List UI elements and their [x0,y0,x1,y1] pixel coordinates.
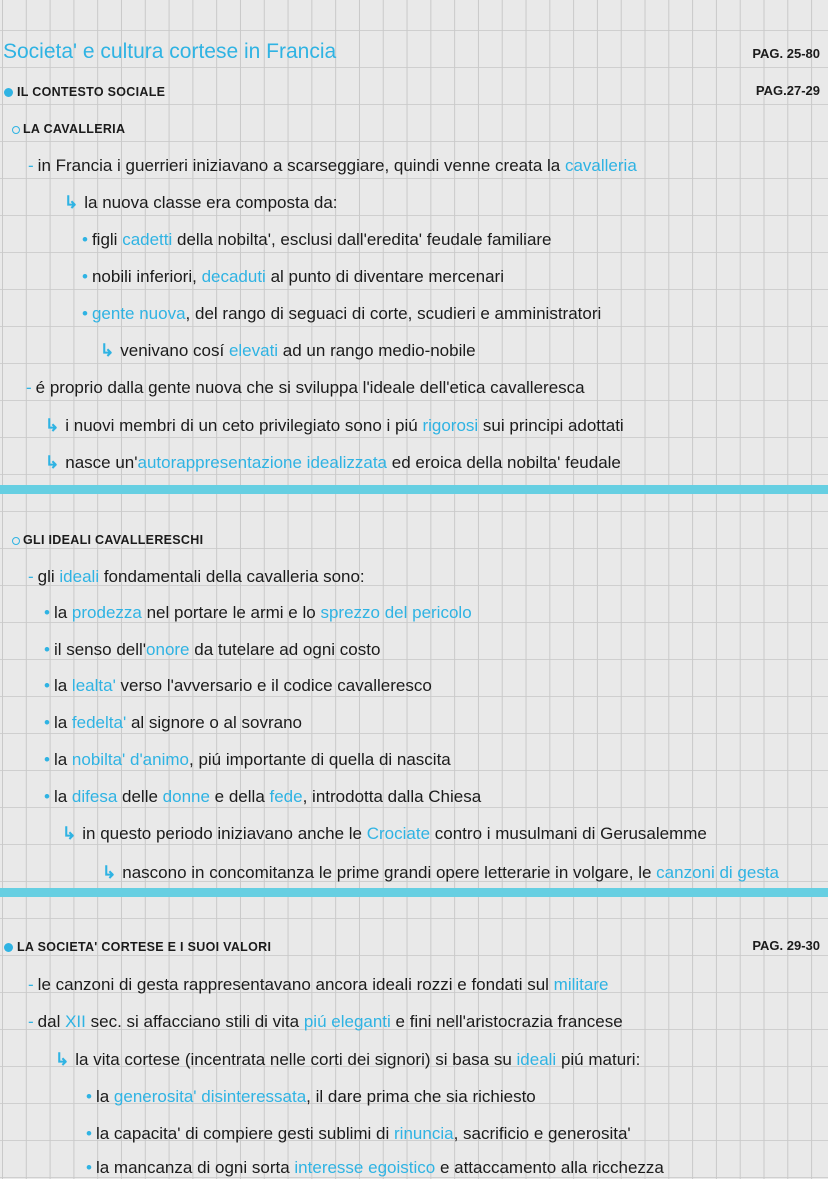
text-segment: la [53,676,72,695]
text-segment: fondamentali della cavalleria sono: [99,567,365,586]
highlighted-text: militare [553,975,609,994]
bullet-dot-icon: • [44,640,50,659]
text-segment: nel portare le armi e lo [141,603,321,622]
text-segment: verso l'avversario e il codice cavalleresco [115,676,432,695]
text-segment: al signore o al sovrano [126,713,302,732]
highlighted-text: gente nuova [91,304,186,323]
highlighted-text: canzoni di gesta [656,863,780,882]
note-line [86,1157,664,1179]
highlighted-text: difesa [71,787,118,806]
note-line [44,712,302,734]
highlighted-text: autorappresentazione idealizzata [137,453,388,472]
bullet-dot-icon: • [86,1124,92,1143]
highlighted-text: Crociate [366,824,431,843]
highlighted-text: decaduti [201,267,266,286]
text-segment: sec. si affacciano stili di vita [85,1012,304,1031]
note-line [28,566,365,588]
text-segment: venivano cosí [120,341,229,360]
highlighted-text: interesse egoistico [294,1158,436,1177]
dash-bullet-icon: - [28,975,34,994]
note-line [44,639,380,661]
text-segment: la [95,1087,114,1106]
arrow-icon: ↳ [45,416,60,435]
text-segment: gli [37,567,60,586]
bullet-circle-icon [12,537,20,545]
section-pages: PAG.27-29 [755,83,820,98]
text-segment: dal [37,1012,66,1031]
dash-bullet-icon: - [28,1012,34,1031]
highlighted-text: onore [146,640,190,659]
text-segment: , del rango di seguaci di corte, scudieri e amministratori [185,304,602,323]
bullet-dot-icon: • [44,603,50,622]
bullet-dot-icon [4,943,13,952]
text-segment: la mancanza di ogni sorta [95,1158,295,1177]
heading-text: GLI IDEALI CAVALLERESCHI [23,533,204,547]
highlighted-text: cadetti [122,230,173,249]
highlighted-text: donne [162,787,210,806]
highlighted-text: nobilta' d'animo [71,750,189,769]
section-pages: PAG. 29-30 [752,938,820,953]
note-line [102,862,779,884]
text-segment: é proprio dalla gente nuova che si sviluppa l'ideale dell'etica cavalleresca [35,378,585,397]
text-segment: delle [117,787,163,806]
note-line [82,229,552,251]
text-segment: piú maturi: [556,1050,641,1069]
highlighted-text: generosita' disinteressata [113,1087,307,1106]
dash-bullet-icon: - [28,567,34,586]
note-line [26,377,585,399]
note-line [86,1123,631,1145]
note-line [64,192,338,214]
highlighted-text: lealta' [71,676,116,695]
highlighted-text: XII [65,1012,86,1031]
text-segment: della nobilta', esclusi dall'eredita' feudale familiare [172,230,552,249]
note-line [44,749,451,771]
text-segment: , il dare prima che sia richiesto [306,1087,536,1106]
bullet-dot-icon: • [82,230,88,249]
text-segment: la vita cortese (incentrata nelle corti dei signori) si basa su [75,1050,517,1069]
note-line [45,452,621,474]
text-segment: , piú importante di quella di nascita [189,750,451,769]
highlighted-text: cavalleria [564,156,637,175]
highlighted-text: ideali [59,567,100,586]
note-line [28,1011,623,1033]
text-segment: da tutelare ad ogni costo [189,640,381,659]
note-line [62,823,707,845]
text-segment: contro i musulmani di Gerusalemme [430,824,707,843]
arrow-icon: ↳ [55,1050,70,1069]
highlighted-text: fede [269,787,303,806]
text-segment: la [53,603,72,622]
text-segment: e attaccamento alla ricchezza [435,1158,664,1177]
text-segment: il senso dell' [53,640,147,659]
text-segment: le canzoni di gesta rappresentavano ancora ideali rozzi e fondati sul [37,975,554,994]
text-segment: al punto di diventare mercenari [265,267,504,286]
arrow-icon: ↳ [64,193,79,212]
note-line [44,675,432,697]
highlighted-text: fedelta' [71,713,127,732]
highlighted-text: sprezzo del pericolo [320,603,472,622]
note-line [86,1086,536,1108]
text-segment: e della [209,787,270,806]
text-segment: , introdotta dalla Chiesa [302,787,482,806]
text-segment: la [53,787,72,806]
text-segment: nascono in concomitanza le prime grandi opere letterarie in volgare, le [122,863,657,882]
subsection-heading [12,118,125,140]
text-segment: ed eroica della nobilta' feudale [387,453,621,472]
bullet-dot-icon: • [44,750,50,769]
note-line [82,303,601,325]
section-heading [4,936,271,958]
bullet-dot-icon: • [86,1087,92,1106]
text-segment: in questo periodo iniziavano anche le [82,824,367,843]
bullet-dot-icon: • [82,267,88,286]
bullet-dot-icon: • [44,787,50,806]
title-pages: PAG. 25-80 [752,46,820,61]
arrow-icon: ↳ [102,863,117,882]
text-segment: la capacita' di compiere gesti sublimi di [95,1124,395,1143]
text-segment: in Francia i guerrieri iniziavano a scarseggiare, quindi venne creata la [37,156,565,175]
highlighted-text: ideali [516,1050,557,1069]
text-segment: ad un rango medio-nobile [278,341,476,360]
text-segment: la [53,750,72,769]
heading-text: LA SOCIETA' CORTESE E I SUOI VALORI [17,940,272,954]
text-segment: la [53,713,72,732]
highlighted-text: prodezza [71,603,142,622]
text-segment: e fini nell'aristocrazia francese [390,1012,623,1031]
bullet-dot-icon: • [44,676,50,695]
bullet-dot-icon: • [86,1158,92,1177]
note-line [44,786,481,808]
text-segment: , sacrificio e generosita' [453,1124,631,1143]
note-line [82,266,504,288]
arrow-icon: ↳ [100,341,115,360]
section-divider [0,888,828,897]
heading-text: IL CONTESTO SOCIALE [17,85,166,99]
arrow-icon: ↳ [62,824,77,843]
bullet-dot-icon: • [44,713,50,732]
note-line [100,340,476,362]
text-segment: figli [91,230,123,249]
bullet-dot-icon: • [82,304,88,323]
page-title: Societa' e cultura cortese in Francia [3,40,337,63]
highlighted-text: rinuncia [394,1124,454,1143]
bullet-circle-icon [12,126,20,134]
heading-text: LA CAVALLERIA [23,122,126,136]
text-segment: la nuova classe era composta da: [84,193,338,212]
text-segment: nasce un' [65,453,138,472]
section-divider [0,485,828,494]
note-line [28,974,608,996]
note-line [44,602,472,624]
note-line [45,415,624,437]
text-segment: sui principi adottati [478,416,624,435]
subsection-heading [12,529,203,551]
arrow-icon: ↳ [45,453,60,472]
dash-bullet-icon: - [28,156,34,175]
highlighted-text: elevati [228,341,279,360]
highlighted-text: rigorosi [422,416,479,435]
note-line [28,155,637,177]
text-segment: i nuovi membri di un ceto privilegiato sono i piú [65,416,423,435]
section-heading [4,81,165,103]
dash-bullet-icon: - [26,378,32,397]
highlighted-text: piú eleganti [303,1012,391,1031]
text-segment: nobili inferiori, [91,267,202,286]
note-line [55,1049,640,1071]
bullet-dot-icon [4,88,13,97]
